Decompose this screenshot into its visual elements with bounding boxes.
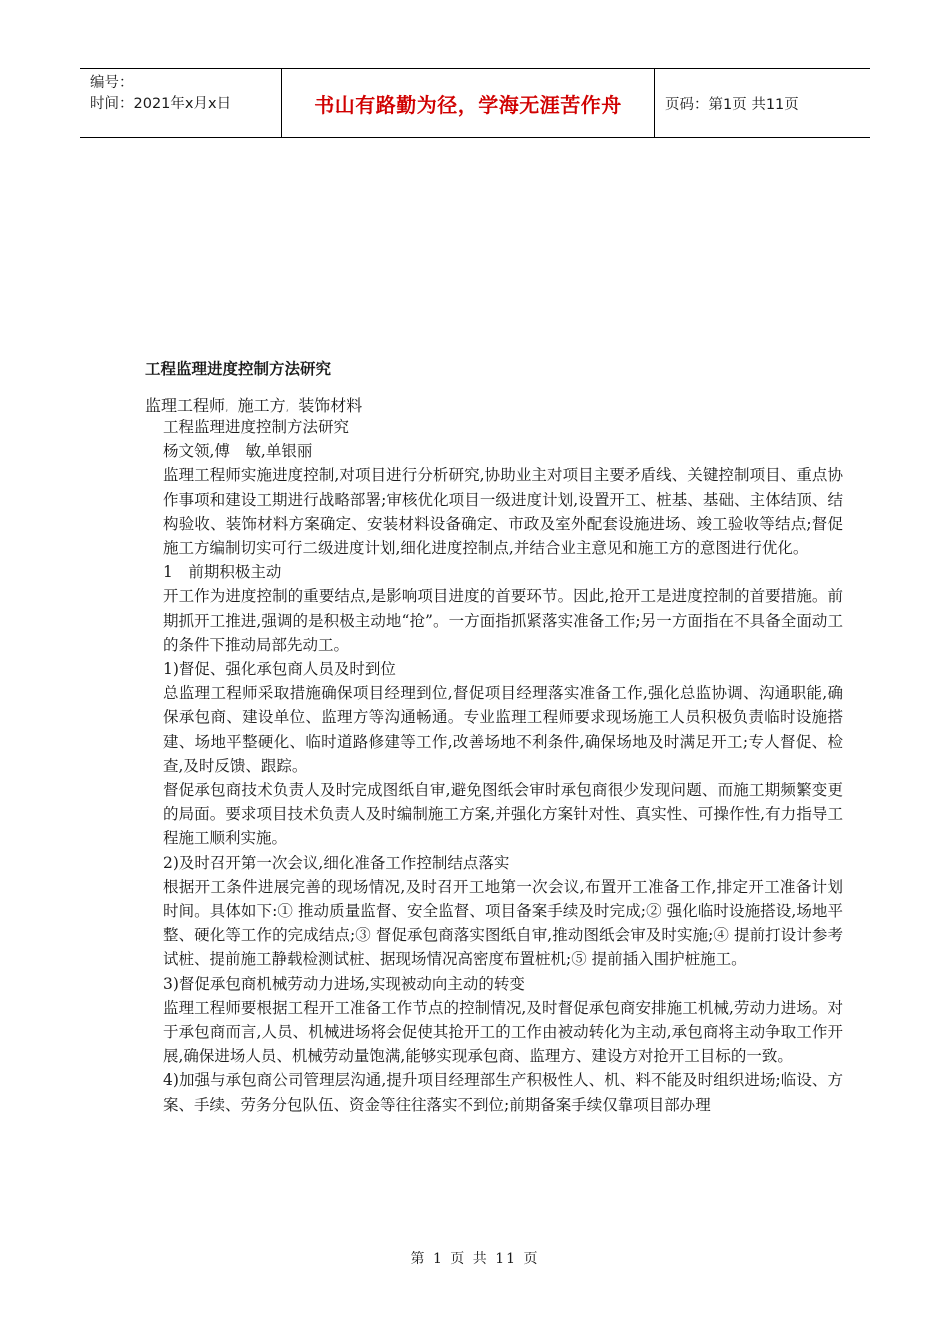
subsection-heading: 3)督促承包商机械劳动力进场,实现被动向主动的转变 <box>163 974 525 993</box>
paragraph: 4)加强与承包商公司管理层沟通,提升项目经理部生产积极性人、机、料不能及时组织进场;临设、方案、手续、劳务分包队伍、资金等往往落实不到位;前期备案手续仅靠项目部办理 <box>163 1071 843 1114</box>
subsection-heading: 1)督促、强化承包商人员及时到位 <box>163 660 396 679</box>
header-page-cell <box>655 69 870 137</box>
keyword-2: 施工方 <box>237 396 286 415</box>
keywords-line <box>145 393 362 416</box>
paragraph: 总监理工程师采取措施确保项目经理到位,督促项目经理落实准备工作,强化总监协调、沟通职能,确保承包商、建设单位、监理方等沟通畅通。专业监理工程师要求现场施工人员积极负责临时设施搭建、场地平整硬化、临时道路修建等工作,改善场地不利条件,确保场地及时满足开工;专人督促、检查,及时反馈、跟踪。 <box>163 684 843 775</box>
header-table <box>80 68 870 138</box>
subsection-heading: 2)及时召开第一次会议,细化准备工作控制结点落实 <box>163 853 510 872</box>
document-number-label: 编号： <box>90 75 134 91</box>
paragraph-subtitle: 工程监理进度控制方法研究 <box>163 418 350 436</box>
document-title: 工程监理进度控制方法研究 <box>145 360 332 378</box>
section-heading: 1 前期积极主动 <box>163 563 282 582</box>
document-time-label: 时间：2021年x月x日 <box>90 96 232 112</box>
keyword-1: 监理工程师 <box>145 396 226 415</box>
paragraph: 根据开工条件进展完善的现场情况,及时召开工地第一次会议,布置开工准备工作,排定开工准备计划时间。具体如下:① 推动质量监督、安全监督、项目备案手续及时完成;② 强化临时设施搭设,场地平整、硬化等工作的完成结点;③ 督促承包商落实图纸自审,推动图纸会审及时实施;④ 提前打设计参考试桩、提前施工静载检测试桩、据现场情况高密度布置桩机;⑤ 提前插入围护桩施工。 <box>163 877 843 969</box>
paragraph: 督促承包商技术负责人及时完成图纸自审,避免图纸会审时承包商很少发现问题、而施工期频繁变更的局面。要求项目技术负责人及时编制施工方案,并强化方案针对性、真实性、可操作性,有力指导工程施工顺利实施。 <box>163 781 843 848</box>
header-motto-cell <box>281 69 655 137</box>
paragraph: 监理工程师实施进度控制,对项目进行分析研究,协助业主对项目主要矛盾线、关键控制项目、重点协作事项和建设工期进行战略部署;审核优化项目一级进度计划,设置开工、桩基、基础、主体结顶、结构验收、装饰材料方案确定、安装材料设备确定、市政及室外配套设施进场、竣工验收等结点;督促施工方编制切实可行二级进度计划,细化进度控制点,并结合业主意见和施工方的意图进行优化。 <box>163 466 843 558</box>
keyword-separator: , <box>225 401 229 414</box>
header-page-info: 页码：第1页 共11页 <box>665 96 799 113</box>
keyword-3: 装饰材料 <box>298 396 363 415</box>
paragraph: 开工作为进度控制的重要结点,是影响项目进度的首要环节。因此,抢开工是进度控制的首要措施。前期抓开工推进,强调的是积极主动地“抢”。一方面指抓紧落实准备工作;另一方面指在不具备全面动工的条件下推动局部先动工。 <box>163 587 843 654</box>
header-motto: 书山有路勤为径，学海无涯苦作舟 <box>314 92 622 117</box>
paragraph-authors: 杨文领,傅 敏,单银丽 <box>163 442 313 461</box>
page-footer: 第 1 页 共 11 页 <box>410 1251 540 1267</box>
keyword-separator: , <box>285 401 290 414</box>
document-body <box>163 415 843 1117</box>
paragraph: 监理工程师要根据工程开工准备工作节点的控制情况,及时督促承包商安排施工机械,劳动力进场。对于承包商而言,人员、机械进场将会促使其抢开工的工作由被动转化为主动,承包商将主动争取工作开展,确保进场人员、机械劳动量饱满,能够实现承包商、监理方、建设方对抢开工目标的一致。 <box>163 998 843 1066</box>
header-meta-cell <box>80 69 281 137</box>
